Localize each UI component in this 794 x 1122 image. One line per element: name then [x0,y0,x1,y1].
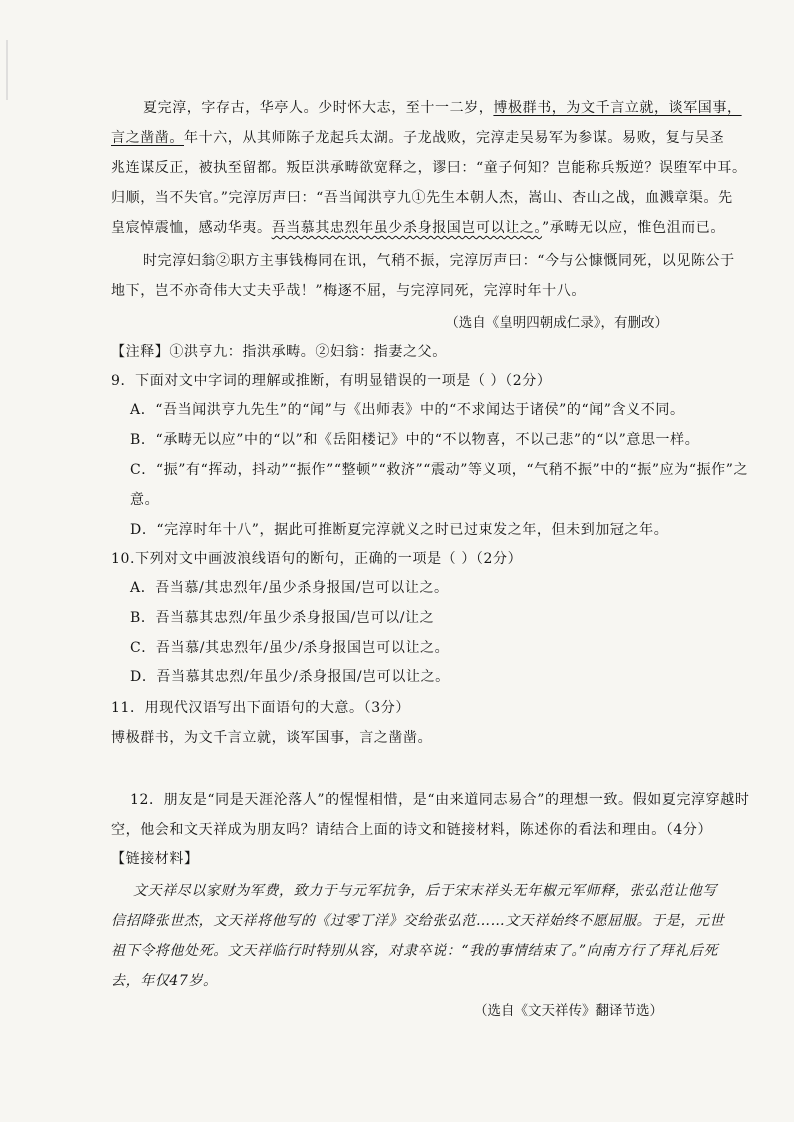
q11-stem: 11．用现代汉语写出下面语句的大意。（3分） [111,700,410,716]
q10-option-d: D．吾当慕其忠烈/年虽少/杀身报国/岂可以让之。 [130,669,450,685]
passage-line-1 [143,99,742,117]
link-material-line-3: 祖下令将他处死。文天祥临行时特别从容，对隶卒说：“我的事情结束了。”向南方行了拜礼后死 [111,943,719,959]
q9-option-c: C．“振”有“挥动，抖动”“振作”“整顿”“救济”“震动”等义项，“气稍不振”中的“振”应为“振作”之 [130,462,749,478]
passage-line-6: 时完淳妇翁②职方主事钱梅同在讯，气稍不振，完淳厉声曰：“今与公慷慨同死，以见陈公于 [143,253,735,269]
passage-text: ”承畴无以应，惟色沮而已。 [542,220,725,236]
q12-stem-line-2: 空，他会和文天祥成为朋友吗？请结合上面的诗文和链接材料，陈述你的看法和理由。（4分） [111,822,713,838]
scan-mark [6,40,8,100]
link-material-line-1: 文天祥尽以家财为军费，致力于与元军抗争，后于宋末祥头无年椒元军师释，张弘范让他写 [133,883,717,899]
link-material-line-2: 信招降张世杰，文天祥将他写的《过零丁洋》交给张弘范……文天祥始终不愿屈服。于是，元世 [111,913,725,929]
passage-line-4: 归顺，当不失官。”完淳厉声曰：“吾当闻洪亨九①先生本朝人杰，嵩山、杏山之战，血溅章渠。先 [111,190,733,206]
q11-sentence: 博极群书，为文千言立就，谈军国事，言之凿凿。 [111,730,433,746]
link-material-source: （选自《文天祥传》翻译节选） [474,1003,663,1019]
passage-line-5 [111,219,725,237]
passage-source: （选自《皇明四朝成仁录》，有删改） [445,315,668,331]
q9-option-c-cont: 意。 [130,492,160,508]
q9-stem: 9．下面对文中字词的理解或推断，有明显错误的一项是（ ）（2分） [111,373,552,389]
q10-option-a: A．吾当慕/其忠烈年/虽少杀身报国/岂可以让之。 [130,580,449,596]
passage-line-7: 地下，岂不亦奇伟大丈夫乎哉！”梅逐不屈，与完淳同死，完淳时年十八。 [111,283,586,299]
q10-option-c: C．吾当慕/其忠烈年/虽少/杀身报国岂可以让之。 [130,640,450,656]
q9-option-b: B．“承畴无以应”中的“以”和《岳阳楼记》中的“不以物喜，不以己悲”的“以”意思一样。 [130,432,700,448]
passage-text: 皇宸悼震恤，感动华夷。 [111,220,272,236]
link-material-title: 【链接材料】 [111,851,199,867]
q10-option-b: B．吾当慕其忠烈/年虽少杀身报国/岂可以/让之 [130,610,435,626]
q10-stem: 10.下列对文中画波浪线语句的断句，正确的一项是（ ）（2分） [111,551,523,567]
q12-stem-line-1: 12．朋友是“同是天涯沦落人”的惺惺相惜，是“由来道同志易合”的理想一致。假如夏完淳穿越时 [130,792,750,808]
annotation-notes: 【注释】①洪亨九：指洪承畴。②妇翁：指妻之父。 [111,344,447,360]
q9-option-d: D．“完淳时年十八”，据此可推断夏完淳就义之时已过束发之年，但未到加冠之年。 [130,522,669,538]
passage-text: 夏完淳，字存古，华亭人。少时怀大志，至十一二岁， [143,100,494,116]
wavy-underlined-sentence: 吾当慕其忠烈年虽少杀身报国岂可以让之。 [271,220,543,236]
underlined-sentence-part-1: 博极群书，为文千言立就，谈军国事， [493,100,742,116]
underlined-sentence-part-2: 言之凿凿。 [111,130,184,146]
q9-option-a: A．“吾当闻洪亨九先生”的“闻”与《出师表》中的“不求闻达于诸侯”的“闻”含义不同。 [130,402,685,418]
passage-line-2 [111,129,724,147]
passage-line-3: 兆连谋反正，被执至留都。叛臣洪承畴欲宽释之，谬曰：“童子何知？岂能称兵叛逆？误堕军中耳。 [111,160,747,176]
link-material-line-4: 去，年仅47岁。 [111,973,218,989]
passage-text: 年十六，从其师陈子龙起兵太湖。子龙战败，完淳走吴易军为参谋。易败，复与吴圣 [184,130,725,146]
